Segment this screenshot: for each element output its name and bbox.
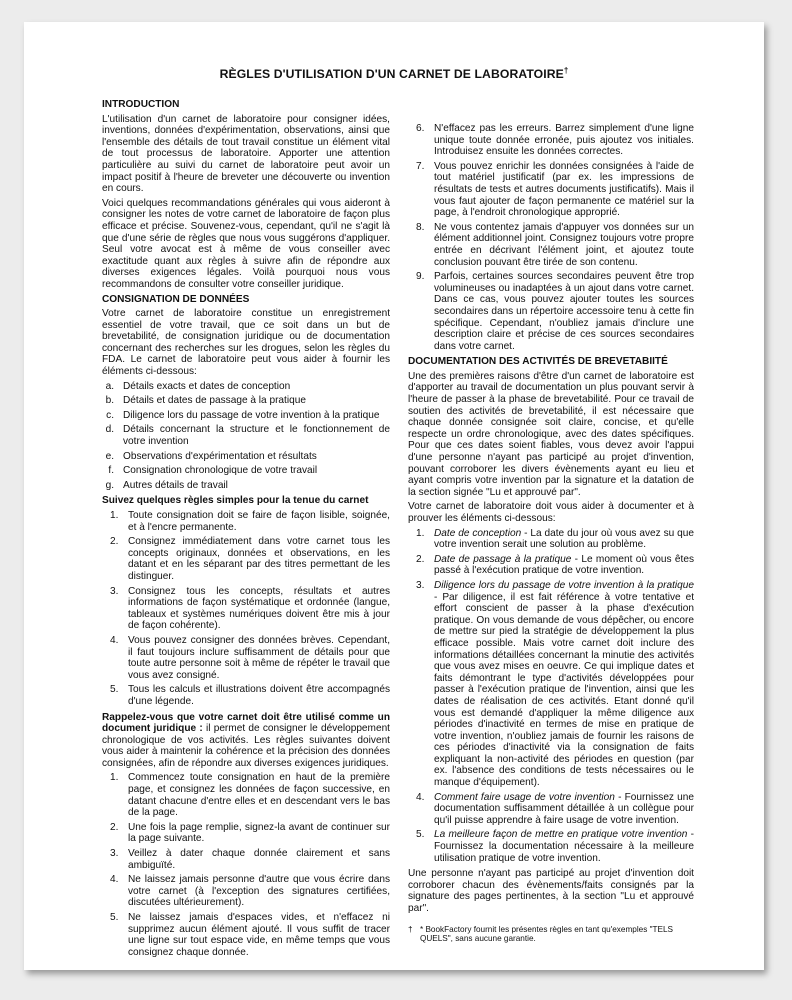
footnote <box>408 925 694 944</box>
document-title <box>24 66 764 81</box>
juridique-lead: Rappelez-vous que votre carnet doit être utilisé comme un document juridique : <box>102 711 390 735</box>
list-item: 9. Parfois, certaines sources secondaires peuvent être trop volumineuses ou inadaptées à un ajout dans votre carnet. Dans ce cas, vous pouvez ajouter toutes les sources secondaires dans un répertoire accessoire tenu à cette fin spécifique. Cependant, n'oubliez jamais d'inclure une description claire et précise de ces sources secondaires dans votre carnet. <box>416 271 694 352</box>
list-item: c. Diligence lors du passage de votre invention à la pratique <box>106 409 380 421</box>
footnote-dagger: † <box>408 924 413 934</box>
introduction-heading: INTRODUCTION <box>102 99 180 110</box>
documentation-heading: DOCUMENTATION DES ACTIVITÉS DE BREVETABIITÉ <box>408 356 668 368</box>
list-item: 6. N'effacez pas les erreurs. Barrez simplement d'une ligne unique toute donnée erronée, puis ajoutez vos initiales. Introduisez ensuite les données correctes. <box>416 123 694 158</box>
list-item: b. Détails et dates de passage à la pratique <box>105 395 306 407</box>
juridique-text: il permet de consigner le développement chronologique de vos activités. Les règles suivantes doivent vous aider à maintenir la cohérence et la précision des données consignées, afin de répondre aux diverses exigences juridiques. <box>102 723 390 769</box>
list-item: 1. Toute consignation doit se faire de façon lisible, soignée, et à l'encre permanente. <box>110 510 390 533</box>
list-item: 5. Ne laissez jamais d'espaces vides, et n'effacez ni supprimez aucun élément ajouté. Il vous suffit de tracer une ligne sur tout espace vide, en même temps que vous consignez chaque donnée. <box>110 912 390 958</box>
list-item: 1. Commencez toute consignation en haut de la première page, et consignez les données de façon successive, en datant chacune d'entre elles et en descendant vers le bas de la page. <box>110 772 390 819</box>
introduction-paragraph-2: Voici quelques recommandations générales qui vous aideront à consigner les notes de votre carnet de laboratoire de façon plus efficace et précise. Souvenez-vous, cependant, qu'il ne s'agit là que d'une série de règles que nous vous suggérons d'appliquer. Seul votre avocat est à même de vous conseiller avec exactitude quant aux règles à suivre afin de répondre aux diverses exigences légales. Voilà pourquoi nous vous recommandons de consulter votre conseiller juridique. <box>102 197 390 290</box>
footnote-text: * BookFactory fournit les présentes règles en tant qu'exemples "TELS QUELS", sans aucune garantie. <box>420 924 673 943</box>
list-item: 3. Veillez à dater chaque donnée clairement et sans ambiguïté. <box>110 848 390 871</box>
list-item: 8. Ne vous contentez jamais d'appuyer vos données sur un élément additionnel joint. Consignez toujours votre propre entrée en décrivant l'élément joint, et ajoutez toute conclusion pouvant être tirée de son contenu. <box>416 221 694 268</box>
list-item: 4. Ne laissez jamais personne d'autre que vous écrire dans votre carnet (à l'exception des signatures certifiées, discutées ultérieurement). <box>110 874 390 909</box>
list-item: g. Autres détails de travail <box>105 479 228 491</box>
title-text: RÈGLES D'UTILISATION D'UN CARNET DE LABORATOIRE <box>219 67 564 82</box>
documentation-list <box>408 528 694 865</box>
juridique-paragraph <box>102 712 390 770</box>
list-item: 2. Consignez immédiatement dans votre carnet tous les concepts originaux, données et observations, en les datant et en les séparant par des titres permettant de les distinguer. <box>110 536 390 582</box>
list-item: 3. Consignez tous les concepts, résultats et autres informations de façon systématique et ordonnée (langue, tableaux et systèmes numériques doivent être mis à jour de façon cohérente). <box>110 585 390 632</box>
list-item: e. Observations d'expérimentation et résultats <box>105 450 317 462</box>
list-item: 2. Date de passage à la pratique - Le moment où vous êtes passé à l'exécution pratique de votre invention. <box>416 553 694 577</box>
list-item: 4. Vous pouvez consigner des données brèves. Cependant, il faut toujours inclure suffisamment de détails pour que toute autre personne soit à même de répéter le travail que vous avez consigné. <box>110 634 390 681</box>
list-item: 4. Comment faire usage de votre invention - Fournissez une documentation suffisamment détaillée à un collègue pour qu'il puisse apprendre à faire usage de votre invention. <box>416 791 695 826</box>
title-dagger: † <box>563 66 569 75</box>
regles-heading: Suivez quelques règles simples pour la tenue du carnet <box>102 495 369 507</box>
list-item: 5. La meilleure façon de mettre en pratique votre invention - Fournissez la documentation nécessaire à la meilleure utilisation pratique de votre invention. <box>416 829 695 864</box>
list-item: a. Détails exacts et dates de conception <box>105 380 291 392</box>
consignation-paragraph: Votre carnet de laboratoire constitue un enregistrement essentiel de votre travail, que ce soit dans un but de brevetabilité, de consignation juridique ou de documentation concernant des recherches sur les drogues, selon les règles du FDA. Le carnet de laboratoire peut vous aider à fournir les éléments ci-dessous: <box>102 308 390 378</box>
left-column <box>102 99 390 962</box>
list-item: 2. Une fois la page remplie, signez-la avant de continuer sur la page suivante. <box>110 821 390 845</box>
list-item: d. Détails concernant la structure et le fonctionnement de votre invention <box>105 424 390 448</box>
list-item: f. Consignation chronologique de votre travail <box>108 465 318 477</box>
list-item: 3. Diligence lors du passage de votre invention à la pratique - Par diligence, il est fait référence à votre tentative et effort conscient de passer à la phase d'exécution pratique. On vous demande de vous dépêcher, ou encore de mettre sur pied la stratégie de développement la plus efficace possible. Mais votre carnet doit inclure des informations détaillées concernant la minutie des activités que vous avez mises en oeuvre. Ce qui implique dates et faits démontrant le type d'activités développées pour passer à l'exécution pratique de l'invention, ainsi que les dates de réalisation de ces activités. Etant donné qu'il vous est demandé d'appliquer la même diligence aux périodes d'inactivité en termes de mise en pratique de votre invention, n'oubliez jamais de fournir les raisons de ces périodes d'inactivité via la consignation de faits expliquant la non-activité des périodes en question (par ex. l'absence des conditions de tests nécessaires ou le manque d'équipement). <box>416 579 694 789</box>
documentation-paragraph-1: Une des premières raisons d'être d'un carnet de laboratoire est d'apporter au travail de documentation un plus pouvant servir à l'heure de passer à la phase de brevetabilité. Pour ce travail de soutien des activités de brevetabilité, il est nécessaire que chaque donnée consignée soit claire, concise, et qu'elle respecte un ordre chronologique, avec des dates spécifiques. Pour que ces dates soient fiables, vous devez avoir l'appui d'une personne n'ayant pas participé au projet d'invention, pouvant corroborer les divers évènements ayant eu lieu et ayant compris votre invention par la signature et la datation de la section signée "Lu et approuvé par". <box>408 370 694 498</box>
document-page <box>24 22 764 970</box>
list-item: 7. Vous pouvez enrichir les données consignées à l'aide de tout matériel justificatif (par ex. les impressions de résultats de tests et autres documents justificatifs). Mais il vous faut ajouter de façon permanente ce matériel sur la page, à l'endroit chronologique approprié. <box>416 160 694 219</box>
documentation-paragraph-3: Une personne n'ayant pas participé au projet d'invention doit corroborer chacun des évènements/faits consignés par la signature des pages pertinentes, à la section "Lu et approuvé par". <box>408 868 694 914</box>
consignation-heading: CONSIGNATION DE DONNÉES <box>102 293 250 305</box>
juridique-list <box>102 772 390 958</box>
juridique-list-continued <box>408 123 694 352</box>
introduction-paragraph-1: L'utilisation d'un carnet de laboratoire pour consigner idées, inventions, données d'expérimentation, observations, ainsi que l'ensemble des détails de tout travail constitue un élément vital de tout processus de laboratoire. Apporter une attention particulière au suivi du carnet de laboratoire peut avoir un impact positif à l'heure de breveter une découverte ou invention en cours. <box>102 113 390 195</box>
right-column <box>408 123 694 943</box>
list-item: 1. Date de conception - La date du jour où vous avez su que votre invention serait une solution au problème. <box>416 527 694 551</box>
regles-list <box>102 510 390 708</box>
consignation-list <box>102 381 390 492</box>
list-item: 5. Tous les calculs et illustrations doivent être accompagnés d'une légende. <box>110 684 390 707</box>
documentation-paragraph-2: Votre carnet de laboratoire doit vous aider à documenter et à prouver les éléments ci-dessous: <box>408 501 694 524</box>
